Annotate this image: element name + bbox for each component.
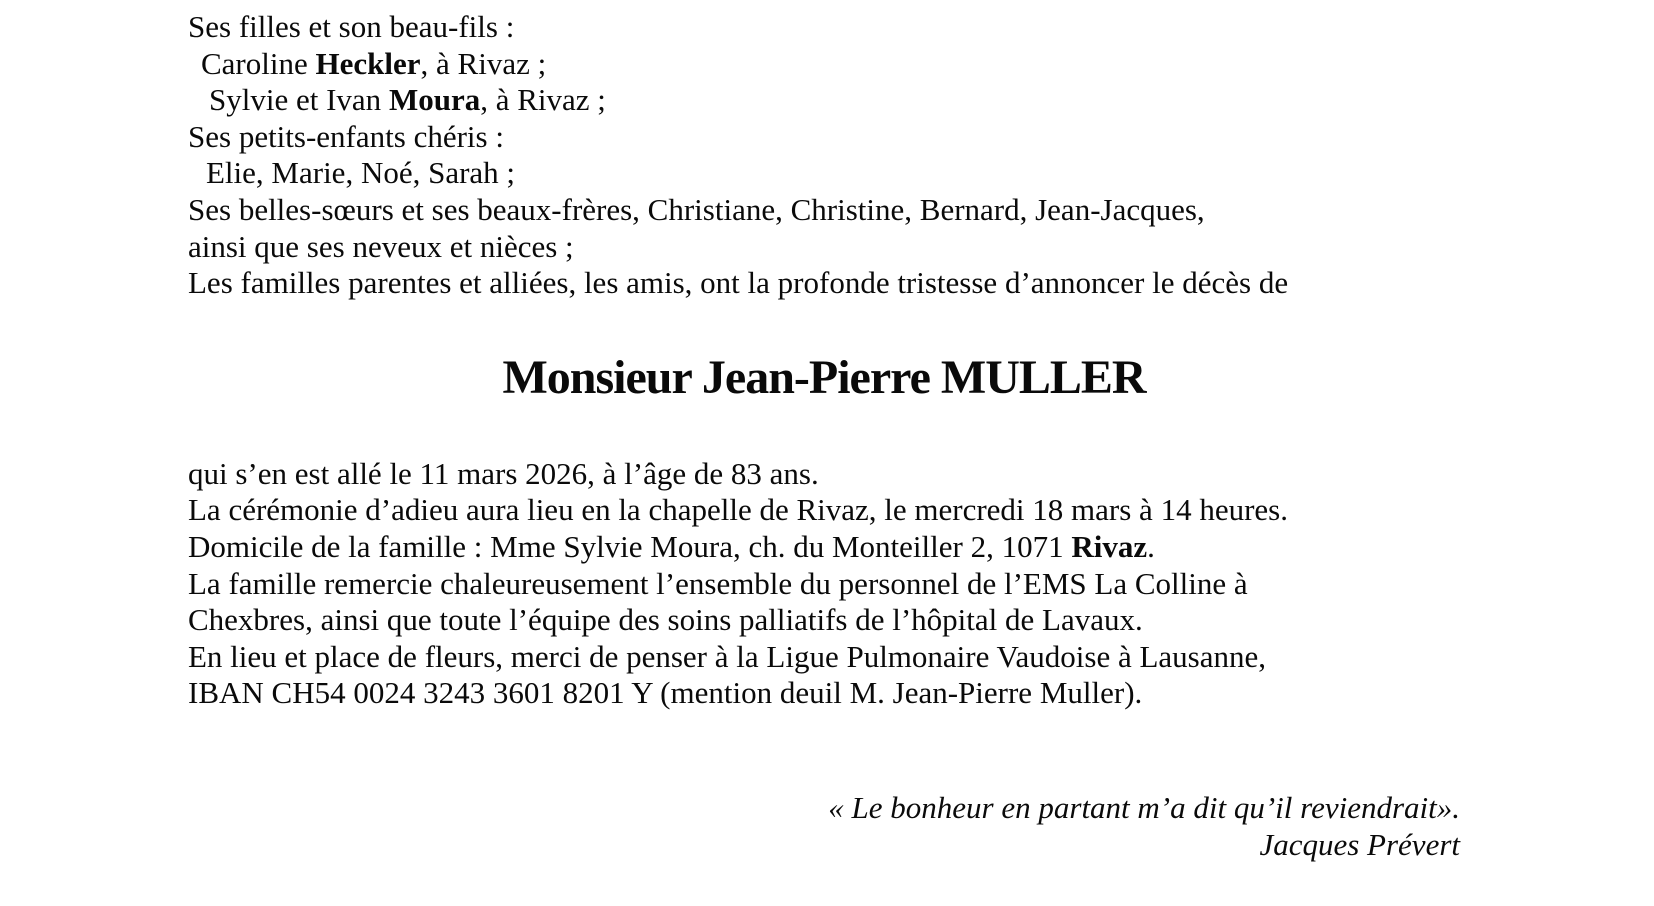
place-rivaz-bold: Rivaz [1071, 528, 1148, 564]
intro-line-daughters: Ses filles et son beau-fils : [188, 9, 515, 44]
text-segment: Domicile de la famille : Mme Sylvie Moura, ch. du Monteiller 2, 1071 [188, 528, 1072, 564]
quote-author: Jacques Prévert [1259, 826, 1460, 862]
details-line-death-date: qui s’en est allé le 11 mars 2026, à l’âge de 83 ans. [188, 455, 819, 491]
obituary-content [188, 0, 1460, 863]
intro-line-grandchildren-names: Elie, Marie, Noé, Sarah ; [206, 155, 516, 191]
text-segment: . [1147, 528, 1155, 564]
deceased-name-title: Monsieur Jean-Pierre MULLER [502, 350, 1146, 404]
surname-heckler: Heckler [315, 45, 421, 81]
family-intro-section [188, 0, 1460, 302]
intro-line-inlaws: Ses belles-sœurs et ses beaux-frères, Christiane, Christine, Bernard, Jean-Jacques, [188, 191, 1205, 227]
ceremony-details-section [188, 456, 1460, 712]
intro-line-grandchildren-label: Ses petits-enfants chéris : [188, 118, 504, 154]
details-line-ceremony: La cérémonie d’adieu aura lieu en la chapelle de Rivaz, le mercredi 18 mars à 14 heures. [188, 492, 1288, 528]
details-line-donations: En lieu et place de fleurs, merci de penser à la Ligue Pulmonaire Vaudoise à Lausanne, [188, 638, 1266, 674]
intro-line-caroline [188, 46, 1460, 83]
text-segment: , à Rivaz ; [420, 45, 547, 81]
memorial-quote-section [188, 789, 1460, 863]
text-segment: Sylvie et Ivan [209, 82, 389, 118]
intro-line-nephews: ainsi que ses neveux et nièces ; [188, 228, 574, 264]
quote-text: « Le bonheur en partant m’a dit qu’il reviendrait». [828, 789, 1460, 825]
intro-line-announcement: Les familles parentes et alliées, les amis, ont la profonde tristesse d’annoncer le décès de [188, 265, 1289, 301]
details-line-thanks-2: Chexbres, ainsi que toute l’équipe des soins palliatifs de l’hôpital de Lavaux. [188, 602, 1143, 638]
details-line-iban: IBAN CH54 0024 3243 3601 8201 Y (mention deuil M. Jean-Pierre Muller). [188, 675, 1143, 711]
surname-moura: Moura [388, 82, 481, 118]
details-line-family-home [188, 529, 1460, 566]
intro-line-sylvie [188, 82, 1460, 119]
details-line-thanks-1: La famille remercie chaleureusement l’ensemble du personnel de l’EMS La Colline à [188, 565, 1248, 601]
text-segment: , à Rivaz ; [480, 82, 606, 118]
text-segment: Caroline [201, 45, 316, 81]
